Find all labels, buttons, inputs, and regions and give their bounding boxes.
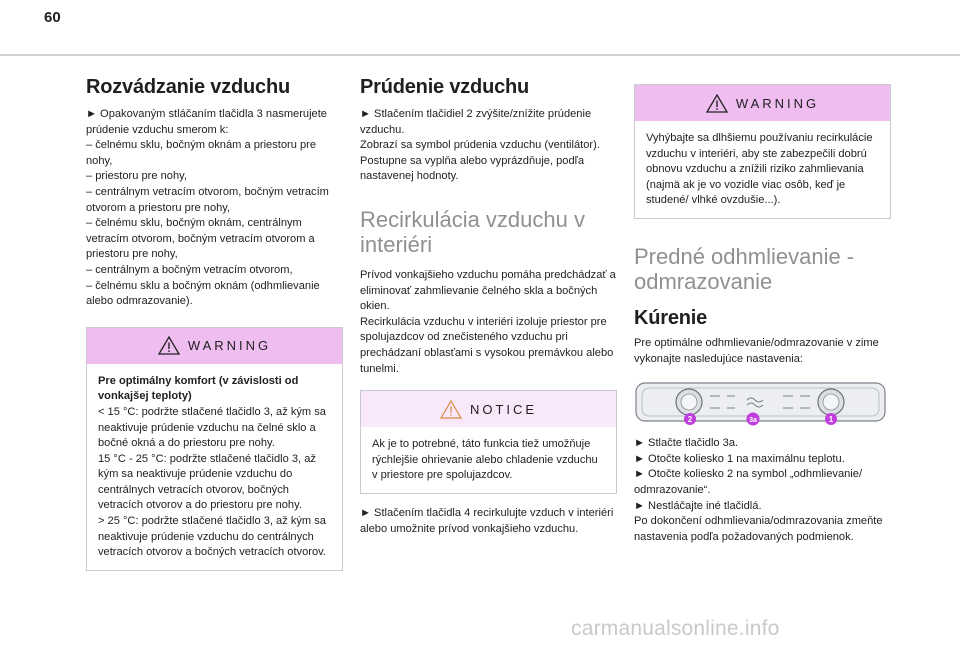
- badge-label-2: 2: [687, 415, 693, 425]
- column-airflow: [360, 76, 617, 537]
- warning-label-2: WARNING: [735, 95, 820, 111]
- page-number: 60: [44, 9, 61, 26]
- column-demist: [634, 84, 891, 545]
- climate-panel-illustration: [634, 379, 887, 427]
- callout-badge-1: [825, 413, 837, 425]
- air-distribution-text: ► Opakovaným stláčaním tlačidla 3 nasmerujete prúdenie vzduchu smerom k: – čelnému sklu, bočným oknám a priestoru pre nohy, – priestoru pre nohy, – centrálnym vetracím otvorom, bočným vetracím otvorom a priestoru pre nohy, – čelnému sklu, bočným oknám, centrálnym vetracím otvorom, bočným vetracím otvorom a priestoru pre nohy, – centrálnym a bočným vetracím otvorom, – čelnému sklu a bočným oknám (odhmlievanie alebo odmrazovanie).: [86, 108, 329, 308]
- heating-text: Pre optimálne odhmlievanie/odmrazovanie v zime vykonajte nasledujúce nastavenia:: [634, 337, 879, 365]
- badge-label-1: 1: [828, 415, 834, 425]
- warning-bold-text: Pre optimálny komfort (v závislosti od vonkajšej teploty): [98, 374, 299, 403]
- watermark-text: carmanualsonline.info: [571, 617, 780, 640]
- section-title-demist: Predné odhmlievanie - odmrazovanie: [634, 243, 855, 295]
- section-title-heating: Kúrenie: [634, 307, 708, 329]
- section-title-air-distribution: Rozvádzanie vzduchu: [86, 76, 291, 98]
- warning-box-recirculation: [634, 84, 891, 219]
- warning-header-2: [635, 85, 890, 121]
- warning-triangle-icon: [158, 336, 180, 355]
- airflow-text: ► Stlačením tlačidiel 2 zvýšite/znížite prúdenie vzduchu. Zobrazí sa symbol prúdenia vzduchu (ventilátor). Postupne sa vyplňa alebo vyprázdňuje, podľa nastavenej hodnoty.: [360, 108, 600, 183]
- warning-triangle-icon-2: [706, 94, 728, 113]
- callout-badge-2: [684, 413, 696, 425]
- heating-steps-text: ► Stlačte tlačidlo 3a. ► Otočte koliesko 1 na maximálnu teplotu. ► Otočte koliesko 2 na symbol „odhmlievanie/ odmrazovanie“. ► Nestláčajte iné tlačidlá. Po dokončení odhmlievania/odmrazovania zmeňte nastavenia podľa požadovaných podmienok.: [634, 437, 883, 543]
- section-title-recirculation: Recirkulácia vzduchu v interiéri: [360, 206, 585, 258]
- badge-label-3a: 3a: [749, 417, 757, 425]
- notice-header: [361, 391, 616, 427]
- notice-box: [360, 390, 617, 494]
- warning-header: [87, 328, 342, 364]
- warning-text: < 15 °C: podržte stlačené tlačidlo 3, až kým sa neaktivuje prúdenie vzduchu na čelné sklo a bočné okná a do priestoru pre nohy. 15 °C - 25 °C: podržte stlačené tlačidlo 3, až kým sa neaktivuje prúdenie vzduchu do centrálnych vetracích otvorov, bočných vetracích otvorov a do priestoru pre nohy. > 25 °C: podržte stlačené tlačidlo 3, až kým sa neaktivuje prúdenie vzduchu do centrálnych vetracích otvorov a bočných vetracích otvorov.: [98, 405, 326, 559]
- warning-text-2: Vyhýbajte sa dlhšiemu používaniu recirkulácie vzduchu v interiéri, aby ste zabezpečili dobrú obnovu vzduchu a znížili riziko zahmlievania (najmä ak je vo vozidle viac osôb, keď je studené/ vlhké ovzdušie...).: [646, 132, 873, 207]
- column-air-distribution: [86, 76, 343, 571]
- notice-text: Ak je to potrebné, táto funkcia tiež umožňuje rýchlejšie ohrievanie alebo chladenie vzduchu v priestore pre spolujazdcov.: [372, 438, 598, 482]
- callout-badge-3a: [747, 413, 760, 426]
- recirculation-text: Prívod vonkajšieho vzduchu pomáha predchádzať a eliminovať zahmlievanie čelného skla a bočných okien. Recirkulácia vzduchu v interiéri izoluje priestor pre spolujazdcov od znečisteného vzduchu pri prechádzaní oblasťami s vysokou premávkou alebo tunelmi.: [360, 269, 616, 375]
- section-title-airflow: Prúdenie vzduchu: [360, 76, 530, 98]
- header-divider: [0, 54, 960, 56]
- warning-box-comfort: [86, 327, 343, 571]
- notice-label: NOTICE: [469, 401, 538, 417]
- recirculation-step-text: ► Stlačením tlačidla 4 recirkulujte vzduch v interiéri alebo umožnite prívod vonkajšieho vzduchu.: [360, 506, 614, 535]
- notice-triangle-icon: [440, 400, 462, 419]
- warning-label: WARNING: [187, 338, 272, 354]
